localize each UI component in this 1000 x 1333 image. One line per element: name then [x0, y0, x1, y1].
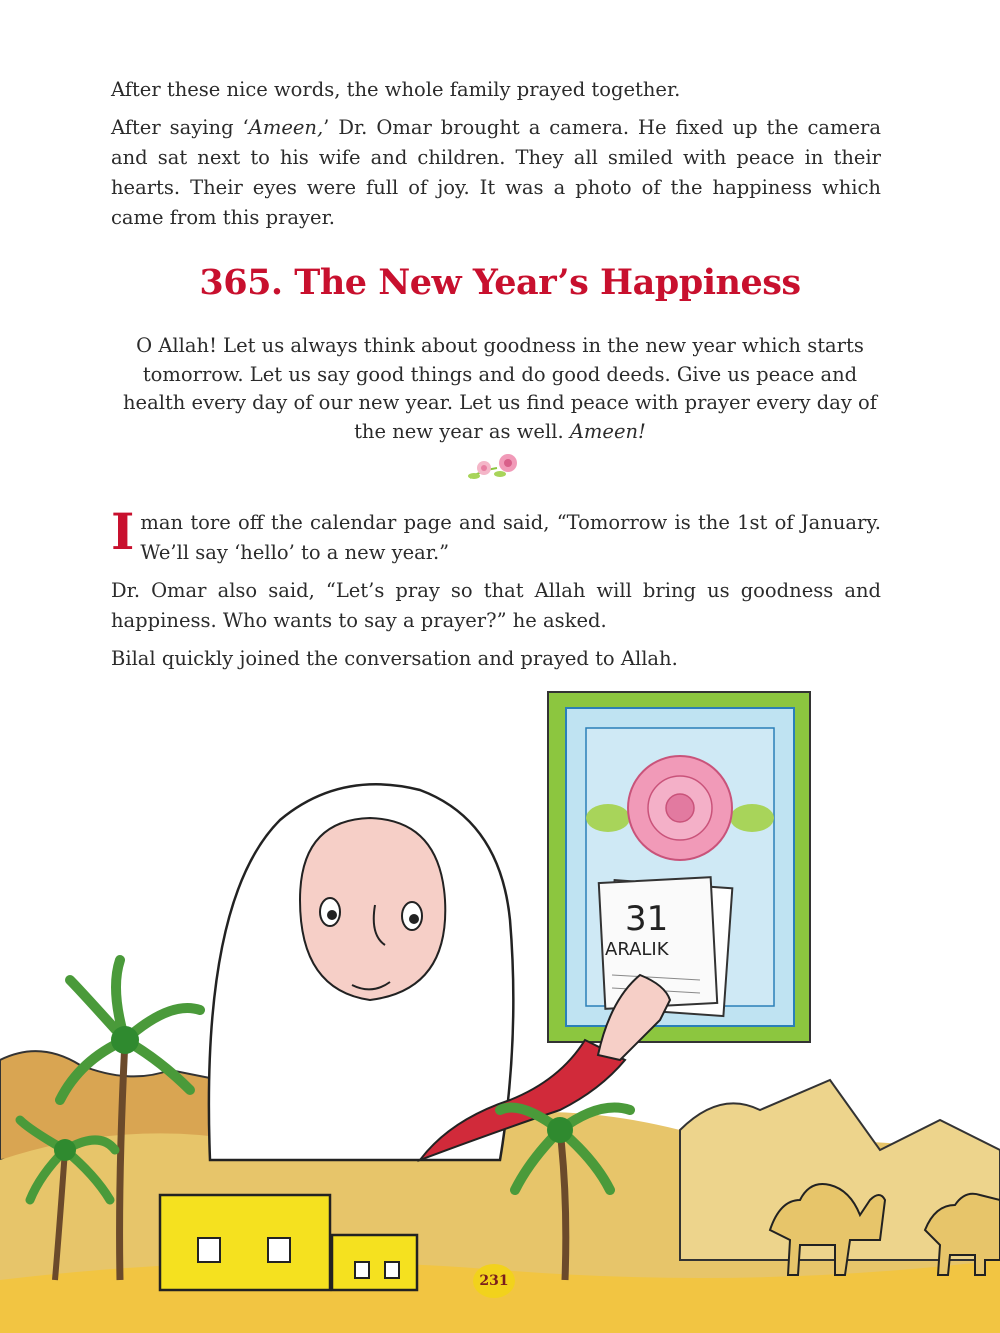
section-title: 365. The New Year’s Happiness [199, 262, 801, 303]
intro-p2-italic: Ameen, [248, 116, 324, 139]
prayer-ameen: Ameen! [569, 419, 646, 443]
yellow-house-small [332, 1235, 417, 1290]
yellow-house-large [160, 1195, 330, 1290]
story-paragraph-3: Bilal quickly joined the conversation and prayed to Allah. [111, 647, 678, 670]
intro-p2-rest: ’ Dr. Omar brought a camera. He fixed up the camera and sat next to his wife and children. They all smiled with peace in their hearts. Their eyes were full of joy. It was a photo of the happiness which came from this prayer. [111, 116, 881, 229]
wall-calendar [548, 692, 810, 1042]
intro-p2-start: After saying ‘ [111, 116, 249, 139]
calendar-month: ARALIK [605, 939, 669, 960]
drop-cap: I [111, 502, 135, 561]
story-paragraph-2: Dr. Omar also said, “Let’s pray so that Allah will bring us goodness and happiness. Who wants to say a prayer?” he asked. [111, 579, 881, 632]
prayer-body: O Allah! Let us always think about goodness in the new year which starts tomorrow. Let us say good things and do good deeds. Give us peace and health every day of our new year. Let us find peace with prayer every day of the new year as well. [122, 334, 878, 443]
intro-paragraph-1: After these nice words, the whole family prayed together. [111, 78, 681, 101]
calendar-day: 31 [625, 899, 669, 939]
story-p1-rest: man tore off the calendar page and said, “Tomorrow is the 1st of January. We’ll say ‘hello’ to a new year.” [140, 511, 881, 564]
page-number: 231 [473, 1264, 515, 1298]
